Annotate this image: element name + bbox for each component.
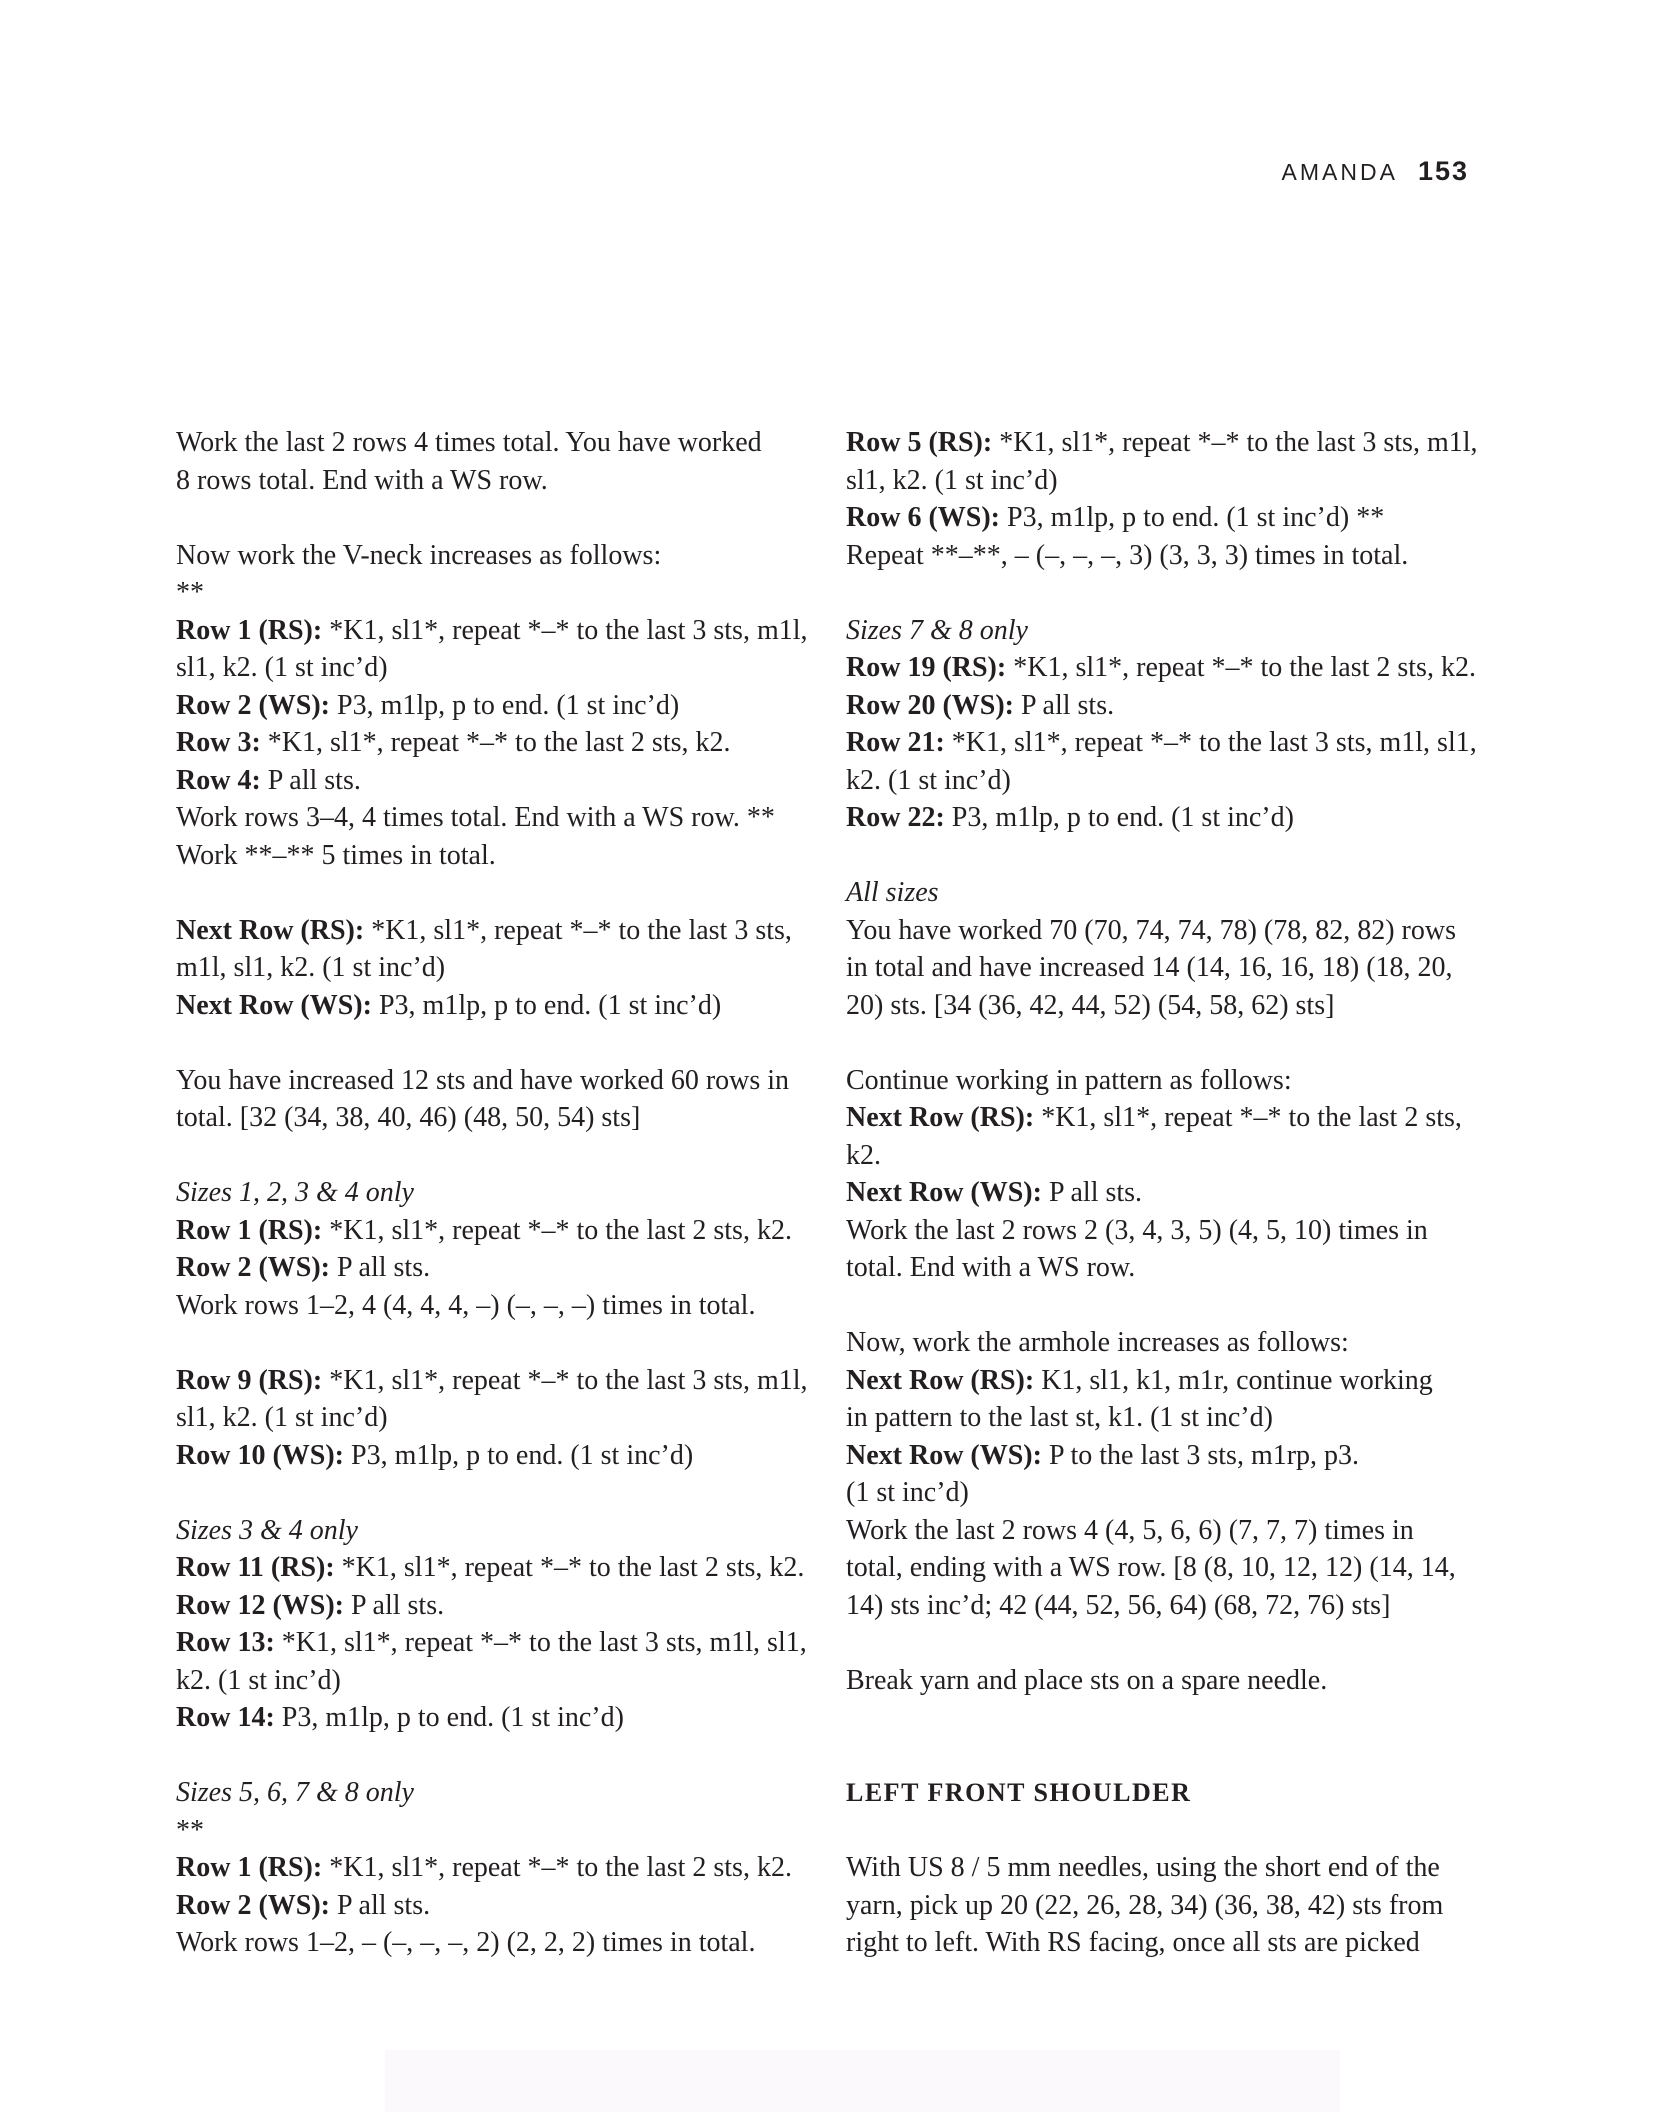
armhole-repeat: Work the last 2 rows 4 (4, 5, 6, 6) (7, 7, 7) times in total, ending with a WS row. [8 (8, 10, 12, 12) (14, 14, 14) sts inc’d; 42 (44, 52, 56, 64) (68, 72, 76) sts]: [846, 1514, 1456, 1621]
instruction-row-5: Row 5 (RS): *K1, sl1*, repeat *–* to the last 3 sts, m1l, sl1, k2. (1 st inc’d): [846, 427, 1478, 496]
instruction-row-9: Row 9 (RS): *K1, sl1*, repeat *–* to the last 3 sts, m1l, sl1, k2. (1 st inc’d): [176, 1364, 808, 1433]
instruction-next-row-rs: Next Row (RS): *K1, sl1*, repeat *–* to the last 3 sts, m1l, sl1, k2. (1 st inc’d): [176, 914, 792, 983]
instruction-row-14: Row 14: P3, m1lp, p to end. (1 st inc’d): [176, 1702, 624, 1733]
v-neck-intro: Now work the V-neck increases as follows: **: [176, 539, 662, 608]
sizes-1-4-row-2: Row 2 (WS): P all sts.: [176, 1252, 431, 1283]
instruction-row-3: Row 3: *K1, sl1*, repeat *–* to the last 2 sts, k2.: [176, 727, 731, 758]
instruction-row-21: Row 21: *K1, sl1*, repeat *–* to the last 3 sts, m1l, sl1, k2. (1 st inc’d): [846, 727, 1477, 796]
instruction-row-6-repeat: Repeat **–**, – (–, –, –, 3) (3, 3, 3) times in total.: [846, 539, 1409, 571]
instruction-row-13: Row 13: *K1, sl1*, repeat *–* to the last 3 sts, m1l, sl1, k2. (1 st inc’d): [176, 1627, 807, 1696]
sizes-1-4-row-1: Row 1 (RS): *K1, sl1*, repeat *–* to the last 2 sts, k2.: [176, 1214, 792, 1246]
instruction-row-11: Row 11 (RS): *K1, sl1*, repeat *–* to the last 2 sts, k2.: [176, 1552, 805, 1583]
sizes-5-8-row-2: Row 2 (WS): P all sts.: [176, 1889, 431, 1921]
sizes-5-8-title: Sizes 5, 6, 7 & 8 only: [176, 1777, 414, 1808]
instruction-row-4: Row 4: P all sts.: [176, 764, 361, 796]
running-head-title: AMANDA: [1281, 159, 1398, 185]
sizes-5-8-row-1: Row 1 (RS): *K1, sl1*, repeat *–* to the last 2 sts, k2.: [176, 1852, 792, 1883]
sizes-5-8-repeat: Work rows 1–2, – (–, –, –, 2) (2, 2, 2) times in total.: [176, 1927, 756, 1958]
instruction-next-row-ws: Next Row (WS): P3, m1lp, p to end. (1 st inc’d): [176, 989, 722, 1021]
continue-repeat: Work the last 2 rows 2 (3, 4, 3, 5) (4, 5, 10) times in total. End with a WS row.: [846, 1214, 1428, 1283]
instruction-row-12: Row 12 (WS): P all sts.: [176, 1589, 445, 1621]
instruction-row-19: Row 19 (RS): *K1, sl1*, repeat *–* to the last 2 sts, k2.: [846, 652, 1476, 683]
sizes-3-4-title: Sizes 3 & 4 only: [176, 1514, 358, 1546]
sizes-1-4-repeat: Work rows 1–2, 4 (4, 4, 4, –) (–, –, –) times in total.: [176, 1289, 756, 1321]
all-sizes-summary: You have worked 70 (70, 74, 74, 78) (78, 82, 82) rows in total and have increased 14 (14, 16, 16, 18) (18, 20, 20) sts. [34 (36, 42, 44, 52) (54, 58, 62) sts]: [846, 914, 1456, 1021]
right-column: [846, 424, 1486, 1962]
armhole-next-row-rs: Next Row (RS): K1, sl1, k1, m1r, continue working in pattern to the last st, k1. (1 st inc’d): [846, 1364, 1433, 1433]
repeat-instruction: Work rows 3–4, 4 times total. End with a WS row. ** Work **–** 5 times in total.: [176, 802, 775, 871]
instruction-row-6: Row 6 (WS): P3, m1lp, p to end. (1 st inc’d) **: [846, 502, 1385, 533]
running-head: [1282, 156, 1469, 187]
instruction-row-22: Row 22: P3, m1lp, p to end. (1 st inc’d): [846, 802, 1294, 833]
continue-next-row-rs: Next Row (RS): *K1, sl1*, repeat *–* to the last 2 sts, k2.: [846, 1102, 1462, 1171]
sizes-5-8-stars: **: [176, 1814, 204, 1846]
left-front-shoulder-text: With US 8 / 5 mm needles, using the short end of the yarn, pick up 20 (22, 26, 28, 34) (36, 38, 42) sts from right to left. With RS facing, once all sts are picked: [846, 1852, 1444, 1958]
all-sizes-title: All sizes: [846, 877, 939, 908]
left-column: [176, 424, 821, 1962]
armhole-intro: Now, work the armhole increases as follows:: [846, 1327, 1349, 1358]
increase-summary: You have increased 12 sts and have worked 60 rows in total. [32 (34, 38, 40, 46) (48, 50, 54) sts]: [176, 1064, 790, 1133]
instruction-row-20: Row 20 (WS): P all sts.: [846, 689, 1115, 721]
paragraph-worked-rows: Work the last 2 rows 4 times total. You have worked 8 rows total. End with a WS row.: [176, 427, 762, 496]
armhole-next-row-ws: Next Row (WS): P to the last 3 sts, m1rp, p3. (1 st inc’d): [846, 1439, 1360, 1508]
break-yarn: Break yarn and place sts on a spare needle.: [846, 1664, 1328, 1696]
instruction-row-1: Row 1 (RS): *K1, sl1*, repeat *–* to the last 3 sts, m1l, sl1, k2. (1 st inc’d): [176, 614, 808, 683]
page-number: 153: [1417, 156, 1469, 186]
continue-intro: Continue working in pattern as follows:: [846, 1064, 1292, 1096]
section-heading-left-front-shoulder: LEFT FRONT SHOULDER: [846, 1778, 1192, 1807]
sizes-1-4-title: Sizes 1, 2, 3 & 4 only: [176, 1177, 414, 1208]
sizes-7-8-title: Sizes 7 & 8 only: [846, 614, 1028, 646]
instruction-row-2: Row 2 (WS): P3, m1lp, p to end. (1 st inc’d): [176, 689, 680, 721]
continue-next-row-ws: Next Row (WS): P all sts.: [846, 1177, 1143, 1208]
bottom-band: [385, 2050, 1340, 2112]
instruction-row-10: Row 10 (WS): P3, m1lp, p to end. (1 st inc’d): [176, 1439, 694, 1471]
